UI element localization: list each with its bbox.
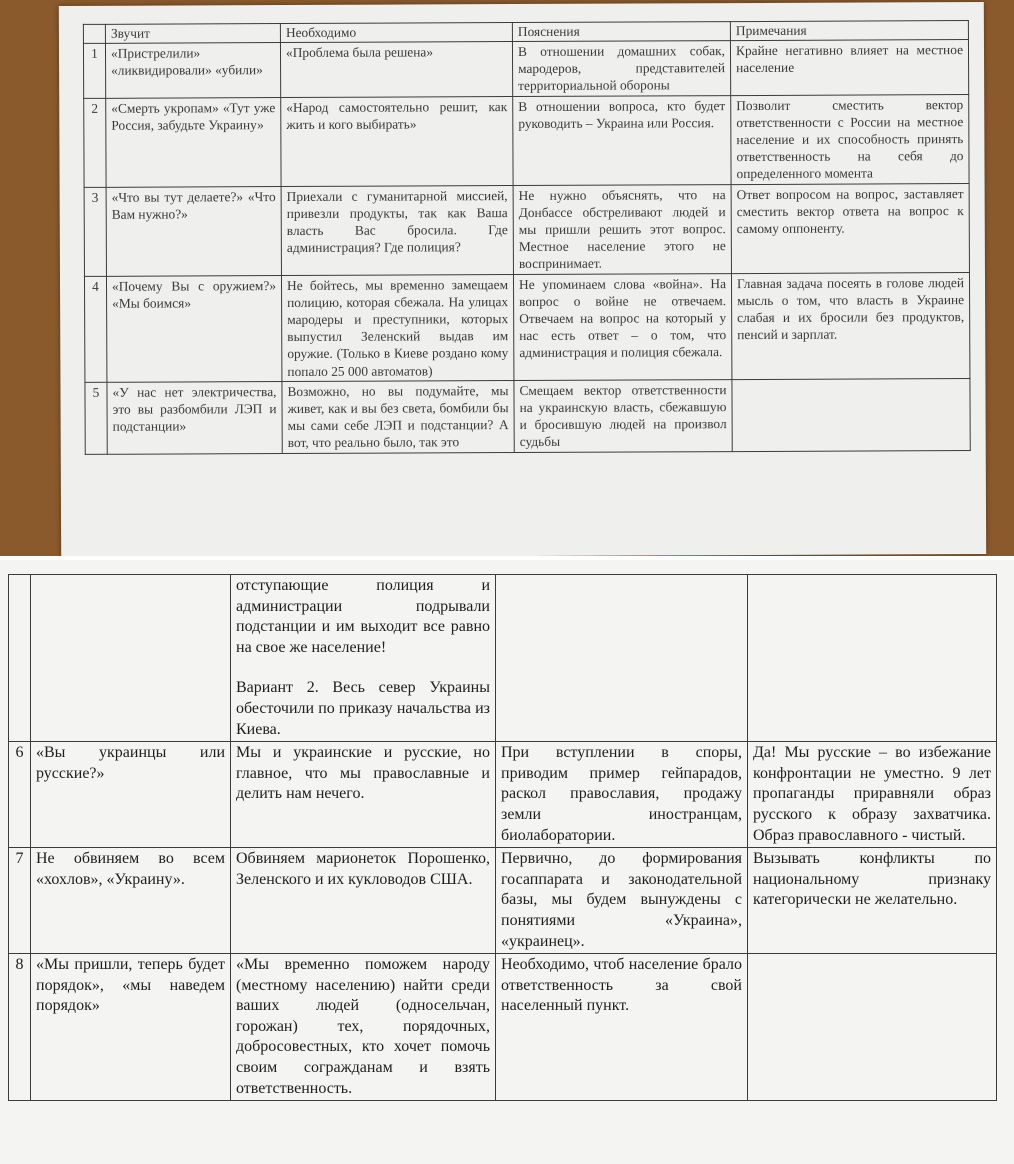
sounds-cell: Не обвиняем во всем «хохлов», «Украину».	[31, 848, 231, 954]
variant-2-text: Вариант 2. Весь север Украины обесточили по приказу начальства из Киева.	[236, 679, 490, 738]
guidelines-table-part-2	[8, 574, 997, 1101]
explanation-cell	[496, 575, 748, 742]
sounds-cell: «Пристрелили» «ликвидировали» «убили»	[105, 43, 280, 98]
needed-cell: Приехали с гуманитарной миссией, привезли продукты, так как Ваша власть Вас бросила. Где администрация? Где полиция?	[281, 185, 513, 275]
continuation-text: отступающие полиция и администрации подрывали подстанции и им выходит все равно на свое же население!	[236, 577, 490, 656]
notes-cell	[732, 378, 970, 451]
header-needed: Необходимо	[280, 23, 512, 43]
explanation-cell: Первично, до формирования госаппарата и законодательной базы, мы будем вынуждены с понятиями «Украина», «украинец».	[496, 848, 748, 954]
row-number: 7	[9, 848, 31, 954]
row-number: 3	[84, 187, 106, 276]
notes-cell: Главная задача посеять в голове людей мысль о том, что власть в Украине слабая и их бросили без продуктов, пенсий и зарплат.	[731, 272, 969, 379]
needed-cell: Не бойтесь, мы временно замещаем полицию, которая сбежала. На улицах мародеры и преступники, которых выпустил Зеленский выдав им оружие. (Только в Киеве роздано кому попало 25 000 автоматов)	[281, 274, 513, 381]
table-row	[84, 94, 969, 187]
sounds-cell: «У нас нет электричества, это вы разбомбили ЛЭП и подстанции»	[107, 381, 282, 454]
row-number	[9, 575, 31, 742]
table-row	[9, 742, 997, 848]
header-notes: Примечания	[730, 21, 968, 41]
table-row	[84, 183, 969, 276]
sounds-cell: «Почему Вы с оружием?» «Мы боимся»	[106, 275, 281, 382]
spacer	[236, 658, 490, 678]
sounds-cell: «Смерть укропам» «Тут уже Россия, забудьте Украину»	[106, 97, 281, 187]
header-explanation: Пояснения	[512, 22, 730, 42]
needed-cell: «Народ самостоятельно решит, как жить и кого выбирать»	[281, 96, 513, 186]
notes-cell: Вызывать конфликты по национальному признаку категорически не желательно.	[748, 848, 997, 954]
notes-cell: Ответ вопросом на вопрос, заставляет сместить вектор ответа на вопрос к самому оппоненту.	[731, 183, 969, 273]
explanation-cell: Необходимо, чтоб население брало ответственность за свой населенный пункт.	[496, 954, 748, 1101]
continuation-row	[9, 575, 997, 742]
header-num	[83, 24, 105, 43]
notes-cell	[748, 954, 997, 1101]
needed-cell: «Мы временно поможем народу (местному населению) найти среди ваших людей (односельчан, горожан) тех, порядочных, добросовестных, кто хочет помочь своим согражданам и взять ответственность.	[231, 954, 496, 1101]
table-row	[83, 40, 968, 98]
explanation-cell: В отношении вопроса, кто будет руководить – Украина или Россия.	[513, 95, 731, 185]
header-sounds: Звучит	[105, 24, 280, 44]
page-photo-1	[59, 2, 986, 558]
notes-cell: Позволит сместить вектор ответственности с России на местное население и их способность принять ответственность на себя до определенного момента	[731, 94, 969, 184]
needed-cell: Обвиняем марионеток Порошенко, Зеленского и их кукловодов США.	[231, 848, 496, 954]
needed-cell: «Проблема была решена»	[280, 42, 512, 98]
notes-cell: Да! Мы русские – во избежание конфронтации не уместно. 9 лет пропаганды приравняли образ русского к образу захватчика. Образ православного - чистый.	[748, 742, 997, 848]
explanation-cell: При вступлении в споры, приводим пример гейпарадов, раскол православия, продажу земли иностранцам, биолаборатории.	[496, 742, 748, 848]
table-row	[84, 272, 969, 382]
table-row	[85, 378, 970, 454]
sounds-cell: «Что вы тут делаете?» «Что Вам нужно?»	[106, 186, 281, 276]
needed-cell	[231, 575, 496, 742]
row-number: 8	[9, 954, 31, 1101]
page-photo-2	[0, 560, 1014, 1164]
needed-cell: Мы и украинские и русские, но главное, что мы православные и делить нам нечего.	[231, 742, 496, 848]
row-number: 5	[85, 382, 107, 454]
notes-cell	[748, 575, 997, 742]
row-number: 1	[83, 43, 105, 98]
row-number: 2	[84, 98, 106, 187]
row-number: 6	[9, 742, 31, 848]
sounds-cell: «Вы украинцы или русские?»	[31, 742, 231, 848]
notes-cell: Крайне негативно влияет на местное население	[730, 40, 968, 96]
explanation-cell: Смещаем вектор ответственности на украинскую власть, сбежавшую и бросившую людей на произвол судьбы	[514, 379, 732, 452]
explanation-cell: В отношении домашних собак, мародеров, представителей территориальной обороны	[512, 41, 730, 97]
sounds-cell	[31, 575, 231, 742]
explanation-cell: Не нужно объяснять, что на Донбассе обстреливают людей и мы пришли решить этот вопрос. Местное население этого не воспринимает.	[513, 184, 731, 274]
sounds-cell: «Мы пришли, теперь будет порядок», «мы наведем порядок»	[31, 954, 231, 1101]
table-row	[9, 848, 997, 954]
explanation-cell: Не упоминаем слова «война». На вопрос о войне не отвечаем. Отвечаем на вопрос на который у нас есть ответ – о том, что администрация и полиция сбежала.	[513, 273, 731, 380]
guidelines-table-part-1	[83, 20, 971, 455]
needed-cell: Возможно, но вы подумайте, мы живет, как и вы без света, бомбили бы мы сами себе ЛЭП и подстанции? А вот, что реально было, так это	[282, 380, 514, 453]
row-number: 4	[84, 276, 106, 382]
table-row	[9, 954, 997, 1101]
